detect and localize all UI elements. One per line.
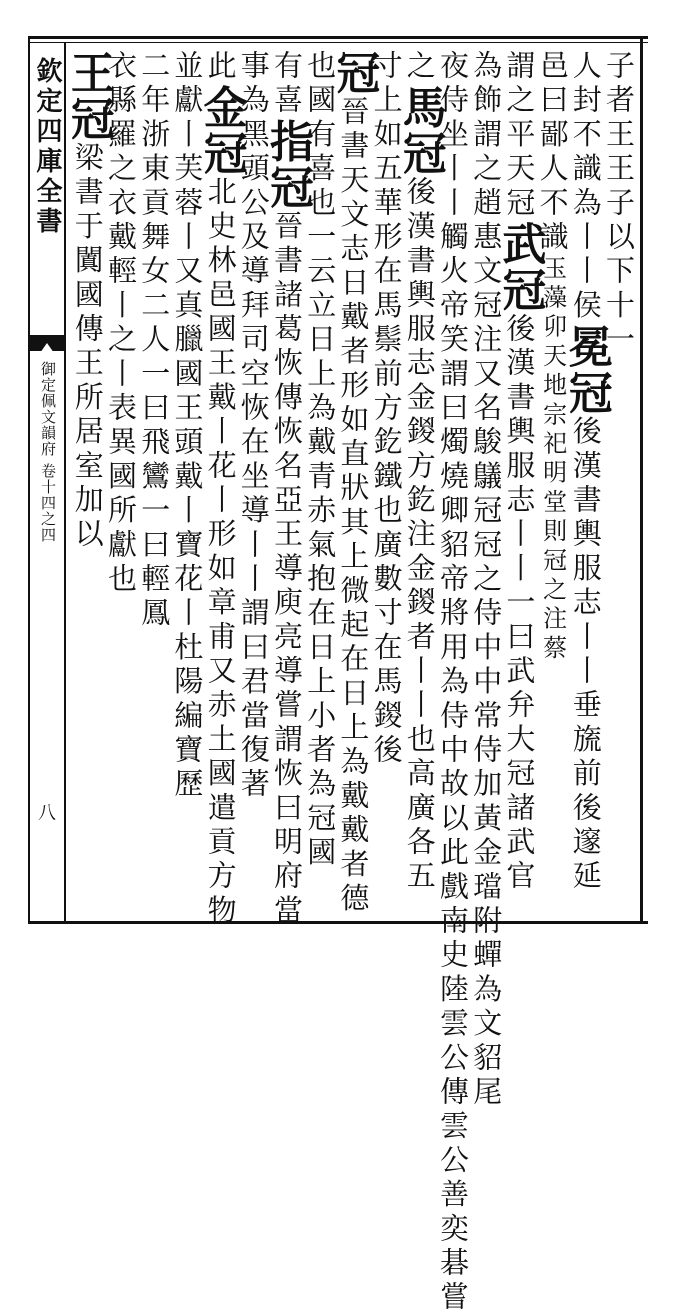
entry-text: 後漢書輿服志丨丨一曰武弁大冠諸武官	[502, 313, 537, 895]
entry-text: 邑曰鄙人不識	[535, 50, 570, 256]
entry-heading: 馬冠	[394, 84, 446, 177]
text-column	[534, 50, 572, 912]
frame-top-inner-rule	[28, 42, 648, 43]
entry-text: 人封不識為丨丨侯	[568, 50, 603, 324]
entry-text: 也國有喜也一云立日上為戴青赤氣抱在日上小者為冠國	[303, 50, 338, 871]
entry-heading: 王冠	[62, 50, 114, 142]
entry-heading: 金冠	[195, 84, 247, 177]
book-title: 欽定四庫全書	[32, 57, 62, 237]
text-column	[600, 50, 638, 912]
entry-text: 子者王王子以下十一	[602, 50, 636, 358]
entry-text: 寸上如五華形在馬鬃前方釳鐵也廣數寸在馬鍐後	[369, 50, 404, 769]
text-column	[62, 50, 114, 912]
entry-text: 後漢書輿服志金鍐方釳注金鍐者丨丨也高廣各五	[402, 176, 437, 895]
text-column	[494, 50, 546, 912]
entry-text: 北史林邑國王戴丨花丨形如章甫又赤土國遣貢方物	[203, 176, 238, 929]
entry-text: 梁書于闐國傳王所居室加以	[70, 142, 105, 553]
text-column	[368, 50, 406, 912]
entry-text: 謂之平天冠	[502, 50, 537, 221]
text-column	[135, 50, 173, 912]
text-column	[235, 50, 273, 912]
entry-text: 為黑頭公及導拜司空恢在坐導丨丨謂曰君當復著	[236, 84, 271, 803]
text-column	[434, 50, 472, 1315]
text-column	[102, 50, 140, 912]
entry-text: 二年浙東貢舞女二人一曰飛鸞一曰輕鳳	[137, 50, 172, 632]
text-column	[168, 50, 206, 912]
entry-text: 晉書諸葛恢傳恢名亞王導庾亮導嘗謂恢曰明府當	[270, 210, 304, 929]
entry-text: 後漢書輿服志丨丨垂旒前後邃延	[568, 415, 603, 895]
entry-text: 為飾謂之趙惠文冠注又名鵔鸃冠冠之侍中中常侍加黃金璫附蟬為文貂尾	[469, 50, 504, 1111]
text-column	[195, 50, 247, 929]
entry-text: 並獻丨芙蓉丨又真臘國王頭戴丨寶花丨杜陽編寶歷	[170, 50, 205, 803]
text-column	[560, 50, 612, 912]
frame-top-rule	[28, 36, 648, 39]
entry-heading: 指冠	[262, 118, 313, 211]
entry-heading: 武冠	[494, 221, 546, 313]
entry-text: 夜侍坐丨丨觸火帝笑謂曰燭燒卿貂帝將用為侍中故以此戲南史陸雲公傳雲公善奕碁嘗	[436, 50, 470, 1315]
entry-text: 有喜	[270, 50, 304, 119]
text-column	[394, 50, 446, 912]
entry-text: 衣縣羅之衣戴輕丨之丨表異國所獻也	[104, 50, 138, 598]
entry-text: 晉書天文志日戴者形如直狀其上微起在日上為戴戴者德	[336, 96, 371, 917]
entry-heading: 冠	[328, 50, 380, 96]
page-number: 八	[35, 803, 56, 821]
text-column	[262, 50, 313, 929]
entry-text: 事	[236, 50, 271, 85]
text-column	[467, 50, 505, 1111]
entry-heading: 冕冠	[560, 323, 612, 416]
entry-text: 玉藻卯天地宗祀明堂則冠之注蔡	[538, 255, 567, 665]
margin-column	[30, 43, 64, 921]
entry-text: 之	[402, 50, 437, 85]
frame-bottom-rule	[28, 921, 648, 924]
margin-rule	[64, 43, 66, 921]
entry-text: 此	[203, 50, 238, 85]
book-subtitle: 御定佩文韻府 卷十四之四	[39, 361, 57, 543]
text-column	[328, 50, 380, 917]
frame-right-rule	[640, 36, 643, 924]
